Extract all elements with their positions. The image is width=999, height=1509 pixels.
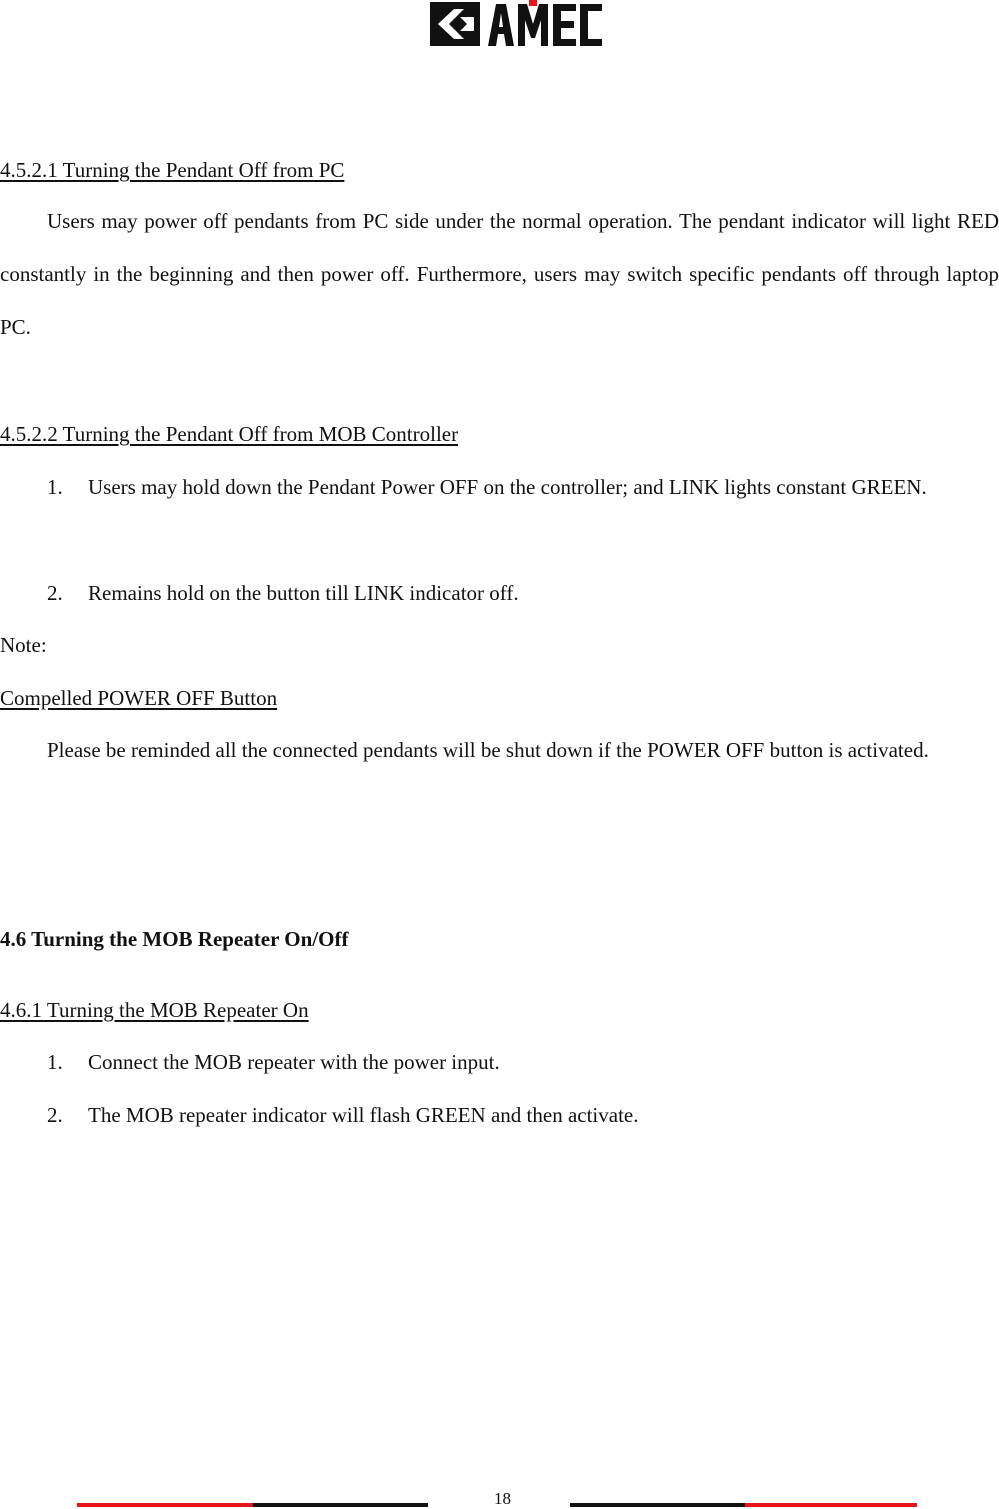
note-title: Compelled POWER OFF Button bbox=[0, 686, 278, 710]
list-item-text: The MOB repeater indicator will flash GREEN and then activate. bbox=[88, 1103, 639, 1127]
footer-bar-black-left bbox=[253, 1503, 428, 1507]
section-461-heading: 4.6.1 Turning the MOB Repeater On bbox=[0, 998, 309, 1022]
list-item-number: 1. bbox=[47, 475, 63, 499]
list-item bbox=[47, 461, 999, 514]
list-item bbox=[47, 1036, 999, 1089]
footer-bar-black-right bbox=[570, 1503, 745, 1507]
list-item bbox=[47, 1089, 999, 1142]
footer-bar-red-right bbox=[745, 1503, 917, 1507]
list-item bbox=[47, 567, 999, 620]
footer-bar-red-left bbox=[77, 1503, 253, 1507]
list-item-number: 2. bbox=[47, 1103, 63, 1127]
amec-logo bbox=[430, 0, 606, 50]
section-4521-heading: 4.5.2.1 Turning the Pendant Off from PC bbox=[0, 158, 345, 182]
page-number: 18 bbox=[494, 1489, 511, 1508]
note-paragraph: Please be reminded all the connected pendants will be shut down if the POWER OFF button is activated. bbox=[47, 738, 929, 762]
section-4521-paragraph: Users may power off pendants from PC side under the normal operation. The pendant indicator will light RED constantly in the beginning and then power off. Furthermore, users may switch specific pendants off through laptop PC. bbox=[0, 209, 999, 339]
section-4522-heading: 4.5.2.2 Turning the Pendant Off from MOB Controller bbox=[0, 422, 459, 446]
list-item-text: Users may hold down the Pendant Power OFF on the controller; and LINK lights constant GREEN. bbox=[88, 475, 927, 499]
list-item-number: 1. bbox=[47, 1050, 63, 1074]
section-46-heading: 4.6 Turning the MOB Repeater On/Off bbox=[0, 927, 349, 951]
list-item-number: 2. bbox=[47, 581, 63, 605]
list-item-text: Connect the MOB repeater with the power input. bbox=[88, 1050, 500, 1074]
note-label: Note: bbox=[0, 633, 47, 657]
list-item-text: Remains hold on the button till LINK indicator off. bbox=[88, 581, 519, 605]
